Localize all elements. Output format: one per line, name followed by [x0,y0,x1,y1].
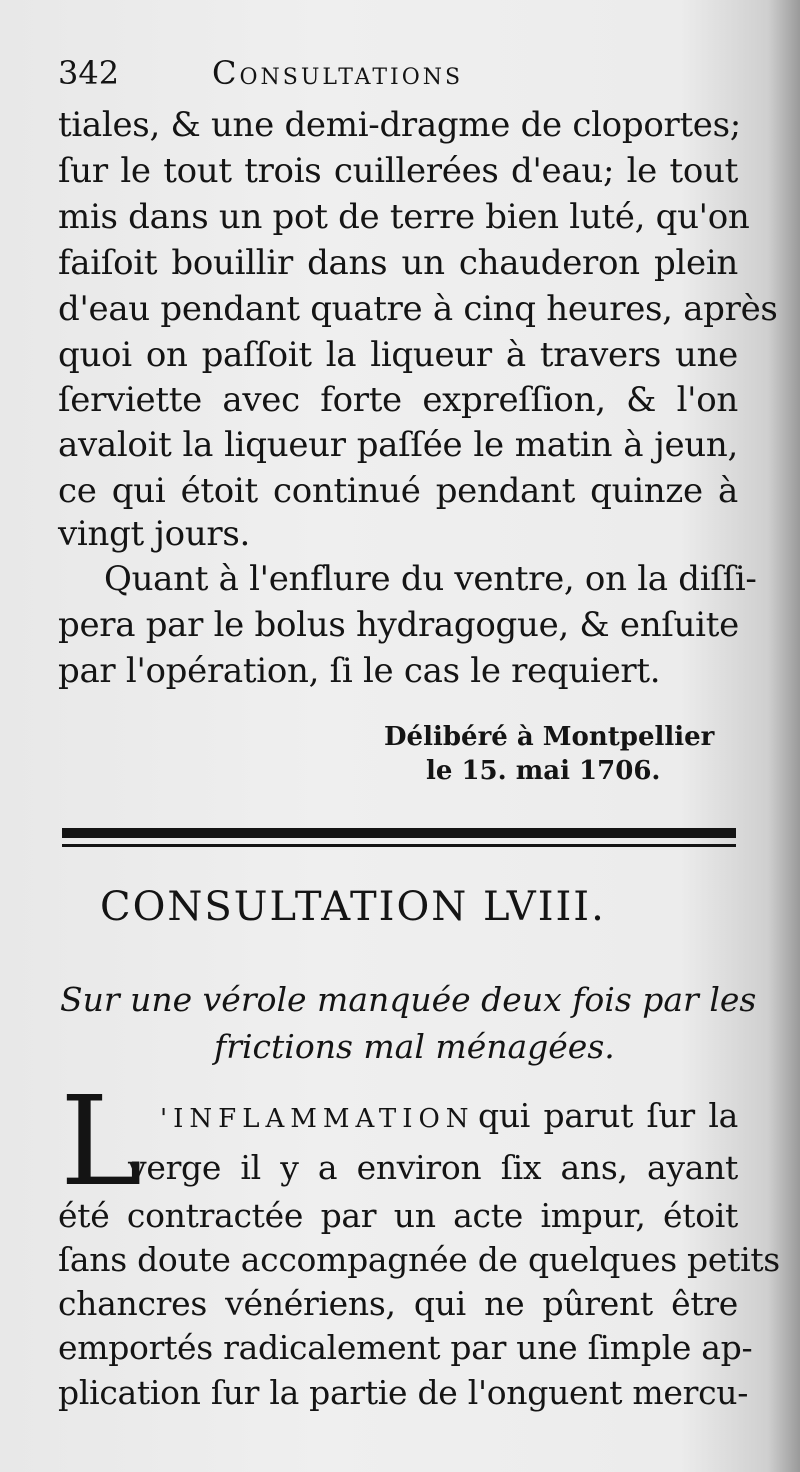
text-line: qui parut ſur la [478,1096,738,1135]
consultation-title: CONSULTATION LVIII. [100,884,606,930]
text-line: ſans doute accompagnée de quelques petits [58,1240,780,1279]
page-number: 342 [58,54,120,92]
text-line: verge il y a environ ſix ans, ayant [128,1148,738,1187]
section-divider-thick [62,828,736,838]
text-line: tiales, & une demi-dragme de cloportes; [58,105,741,145]
signature-place: Délibéré à Montpellier [384,722,715,752]
text-line: ſerviette avec forte expreſſion, & l'on [58,380,738,420]
text-line: ce qui étoit continué pendant quinze à [58,471,738,511]
text-line: mis dans un pot de terre bien luté, qu'on [58,197,750,237]
subtitle-line: frictions mal ménagées. [214,1027,615,1066]
first-word-small-caps: 'INFLAMMATION [160,1104,475,1134]
text-line: chancres vénériens, qui ne pûrent être [58,1284,738,1323]
text-line: par l'opération, ſi le cas le requiert. [58,651,661,691]
section-divider-thin [62,844,736,847]
text-line: vingt jours. [58,514,251,554]
text-line: pera par le bolus hydragogue, & enſuite [58,605,739,645]
text-line: d'eau pendant quatre à cinq heures, après [58,289,778,329]
text-line: ſur le tout trois cuillerées d'eau; le tout [58,151,738,191]
signature-date: le 15. mai 1706. [426,756,661,786]
text-line: faiſoit bouillir dans un chauderon plein [58,243,738,283]
running-head [58,50,738,100]
running-title: Consultations [212,54,464,92]
text-line: Quant à l'enflure du ventre, on la diſſi- [104,559,757,599]
text-line: été contractée par un acte impur, étoit [58,1196,738,1235]
text-line: avaloit la liqueur paſſée le matin à jeun, [58,425,738,465]
text-line: emportés radicalement par une ſimple ap- [58,1328,753,1367]
text-line: quoi on paſſoit la liqueur à travers une [58,335,738,375]
text-line: plication ſur la partie de l'onguent mercu- [58,1373,749,1412]
drop-cap: L [60,1070,143,1214]
subtitle-line: Sur une vérole manquée deux fois par les [60,980,757,1019]
